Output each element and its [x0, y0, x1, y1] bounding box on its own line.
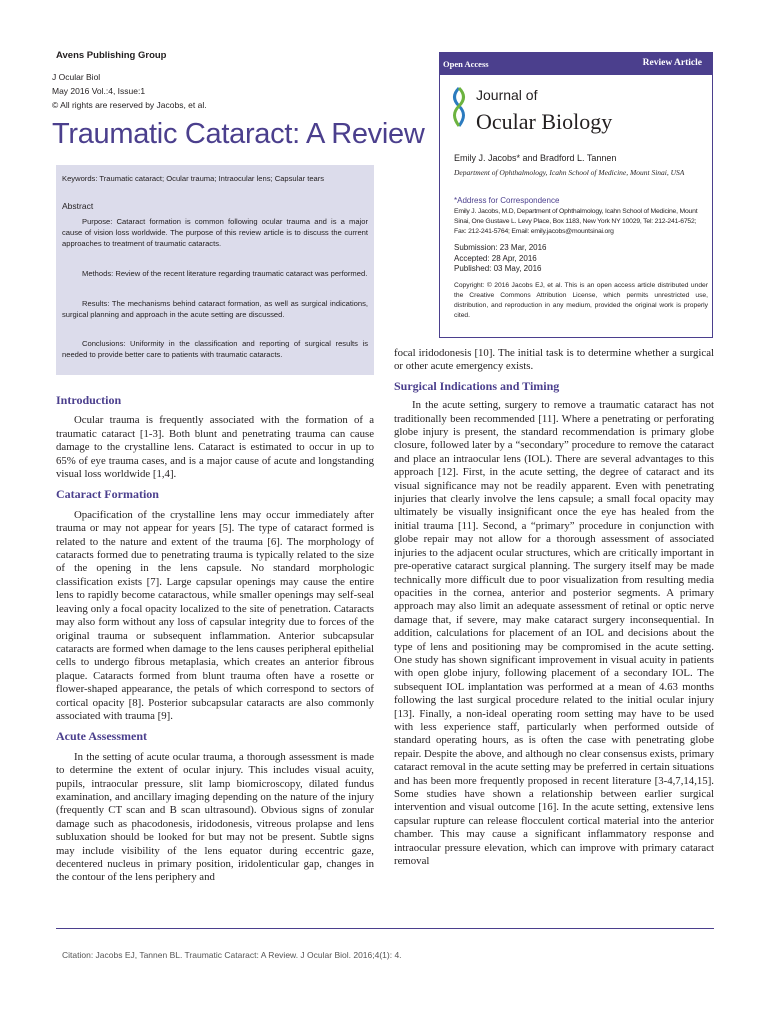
info-header-bar	[440, 53, 712, 75]
footer-divider	[56, 928, 714, 929]
article-type-label: Review Article	[642, 58, 702, 68]
article-dates	[454, 243, 547, 275]
correspondence-address: Emily J. Jacobs, M.D, Department of Ophthalmology, Icahn School of Medicine, Mount Sinai, One Gustave L. Levy Place, Box 1183, New York NY 10029, Tel: 212-241-6752; Fax: 212-241-5764; Email: emily.jacobs@mountsinai.org	[454, 208, 698, 235]
acute-assessment-heading: Acute Assessment	[56, 729, 147, 744]
abstract-methods	[62, 268, 368, 279]
article-info-box	[439, 52, 713, 338]
abstract-methods-text: Methods: Review of the recent literature regarding traumatic cataract was performed.	[82, 269, 368, 278]
abstract-conclusions-text: Conclusions: Uniformity in the classification and reporting of surgical results is needed to provide better care to patients with traumatic cataracts.	[62, 339, 368, 359]
article-title: Traumatic Cataract: A Review	[52, 118, 425, 150]
submission-date: Submission: 23 Mar, 2016	[454, 243, 547, 252]
correspondence-label: *Address for Correspondence	[454, 196, 560, 205]
published-date: Published: 03 May, 2016	[454, 264, 542, 273]
abstract-results	[62, 298, 368, 320]
authors: Emily J. Jacobs* and Bradford L. Tannen	[454, 153, 617, 163]
continued-paragraph: focal iridodonesis [10]. The initial task is to determine whether a surgical or other acute emergency exists.	[394, 347, 714, 373]
copyright-notice: Copyright: © 2016 Jacobs EJ, et al. This is an open access article distributed under the Creative Commons Attribution License, which permits unrestricted use, distribution, and reproduction in any medium, provided the original work is properly cited.	[454, 282, 708, 319]
journal-name: Ocular Biology	[476, 109, 613, 134]
cataract-formation-paragraph: Opacification of the crystalline lens may occur immediately after trauma or may not appear for years [5]. The type of cataract formed is related to the nature and extent of the trauma [6]. The morphology of cataracts formed due to penetrating trauma is typically related to the size of the opening in the lens capsule. No standard morphologic classification exists [7]. Large capsular openings may cause the entire lens to rapidly become cataractous, while smaller openings may self-seal leaving only a focal opacity localized to the site of penetration. Cataracts may also form without any loss of capsular integrity due to forces of the original trauma or subsequent inflammation. Anterior subcapsular cataracts are formed when damage to the lens causes peripheral epithelial cells to undergo fibrous metaplasia, which creates an anterior fibrous plaque. Cataracts formed from blunt trauma often have a rosette or flower-shaped appearance, the petals of which correspond to sectors of cortical opacity [8]. Posterior subcapsular cataracts are also commonly associated with trauma [9].	[56, 508, 374, 722]
journal-of-label: Journal of	[476, 87, 538, 103]
journal-logo-icon	[450, 86, 468, 128]
introduction-paragraph: Ocular trauma is frequently associated with the formation of a traumatic cataract [1-3]. Both blunt and penetrating trauma can cause damage to the crystalline lens. Cataract is estimated to occur in up to 65% of eye trauma cases, and is a major cause of acute and longstanding visual loss worldwide [1,4].	[56, 414, 374, 481]
abstract-purpose-text: Purpose: Cataract formation is common following ocular trauma and is a major cause of vision loss worldwide. The purpose of this review article is to discuss the current approaches to treatment of traumatic cataracts.	[62, 217, 368, 248]
surgical-indications-heading: Surgical Indications and Timing	[394, 378, 560, 393]
abstract-heading: Abstract	[62, 201, 94, 211]
left-column	[56, 394, 374, 885]
rights-line: © All rights are reserved by Jacobs, et al.	[52, 100, 207, 110]
accepted-date: Accepted: 28 Apr, 2016	[454, 253, 537, 263]
journal-issue: May 2016 Vol.:4, Issue:1	[52, 86, 146, 96]
introduction-heading: Introduction	[56, 393, 122, 407]
open-access-label: Open Access	[443, 59, 489, 69]
publisher-name: Avens Publishing Group	[56, 50, 167, 61]
citation: Citation: Jacobs EJ, Tannen BL. Traumatic Cataract: A Review. J Ocular Biol. 2016;4(1): 4.	[62, 950, 402, 960]
acute-assessment-paragraph: In the setting of acute ocular trauma, a thorough assessment is made to determine the extent of ocular injury. This includes visual acuity, pupils, intraocular pressure, slit lamp biomicroscopy, dilated fundus examination, and ancillary imaging depending on the nature of the injury (frequently CT scan and B scan ultrasound). Obvious signs of zonular damage such as phacodonesis, iridodonesis, vitreous prolapse and lens subluxation should be looked for but may not be present. Subtle signs may include visibility of the lens equator during eccentric gaze, decentered nucleus in primary position, iridolenticular gap, changes in the contour of the lens periphery and	[56, 750, 374, 884]
journal-meta	[52, 70, 207, 112]
right-column	[394, 347, 714, 868]
abstract-conclusions	[62, 338, 368, 360]
abstract-results-text: Results: The mechanisms behind cataract formation, as well as surgical indications, surgical planning and approach in the acute setting are discussed.	[62, 299, 368, 319]
abstract-purpose	[62, 216, 368, 249]
abstract-box	[56, 165, 374, 375]
journal-abbrev: J Ocular Biol	[52, 72, 101, 82]
keywords: Keywords: Traumatic cataract; Ocular trauma; Intraocular lens; Capsular tears	[62, 174, 325, 183]
department: Department of Ophthalmology, Icahn School of Medicine, Mount Sinai, USA	[454, 168, 685, 177]
cataract-formation-heading: Cataract Formation	[56, 487, 159, 502]
surgical-indications-paragraph: In the acute setting, surgery to remove a traumatic cataract has not traditionally been recommended [11]. Where a penetrating or perforating globe injury is present, the standard recommendation is primary globe closure, followed later by a “secondary” procedure to remove the cataract and place an intraocular lens (IOL). There are several advantages to this approach [12]. First, in the acute setting, the degree of cataract and its visual significance may not be readily apparent. Even with penetrating injuries that clearly involve the lens capsule; a small focal opacity may ultimately be visually insignificant once the eye has healed from the initial trauma [11]. Second, a “primary” procedure in conjunction with globe repair may not allow for a thorough assessment of associated injuries to the adjacent ocular structures, which are critically important in pre-operative cataract surgical planning. The surgery itself may be made technically more difficult due to poor visualization from resulting media opacities in the cornea, anterior and posterior segments. A primary approach may also limit an adequate assessment of retinal or optic nerve damage that, if severe, may make cataract surgery inconsequential. In addition, calculations for placement of an IOL and decisions about the type of lens and positioning may be compromised in the acute setting. One study has shown significant improvement in visual acuity in patients with open globe injury, following placement of a secondary IOL. The subsequent IOL implantation was performed at a mean of 4.63 months following the last surgical procedure related to the initial ocular injury [13]. Finally, a non-ideal operating room setting may have to be used with less experience staff, particularly when performed outside of standard operating hours, as is often the case with penetrating globe repair. Despite the above, and although no clear consensus exists, primary cataract removal in the acute setting may be preferred in certain situations and has been more frequently proposed in recent literature [3-4,7,14,15]. Some studies have shown a relationship between earlier surgical intervention and visual outcome [16]. In the acute setting, extensive lens capsular rupture can release flocculent cortical material into the anterior chamber. This may cause a significant inflammatory response and intraocular pressure elevation, which can improve with primary cataract removal	[394, 399, 714, 868]
